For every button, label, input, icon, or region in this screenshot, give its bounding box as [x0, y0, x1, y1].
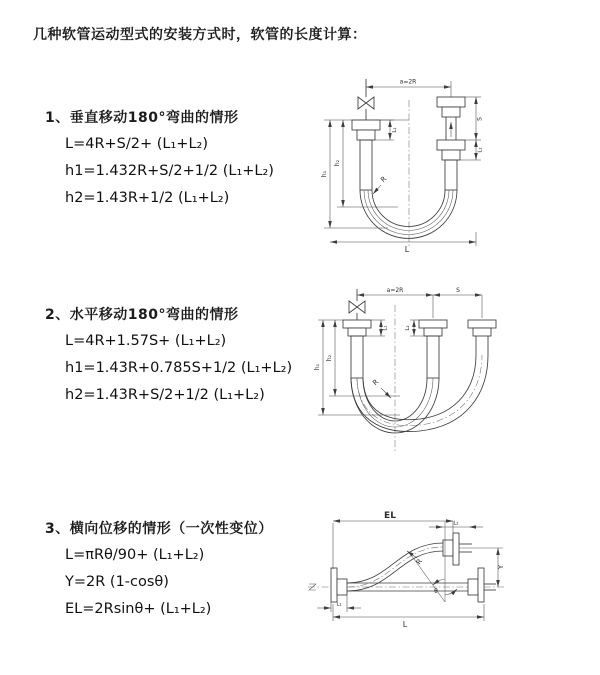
diagram-horizontal-180 [310, 283, 600, 458]
dim-span-label: a=2R [399, 78, 417, 86]
hose-loop [360, 190, 457, 238]
dim-y-label: Y [497, 564, 505, 570]
dim-h2-label: h₂ [326, 354, 333, 362]
flange [331, 568, 337, 602]
hose-braid [427, 336, 439, 378]
formula-line: h1=1.43R+0.785S+1/2 (L₁+L₂) [65, 360, 293, 376]
flange [443, 540, 453, 556]
angle-arc [433, 579, 445, 585]
dim-span-label: a=2R [386, 287, 404, 294]
flange [343, 320, 371, 328]
hose-braid [445, 160, 457, 190]
dim-l1-label: L₁ [382, 325, 389, 331]
flange [419, 320, 447, 328]
hose-braid [360, 140, 372, 190]
flange [437, 97, 465, 107]
formula-line: EL=2Rsinθ+ (L₁+L₂) [65, 601, 212, 617]
hose-braid [351, 336, 363, 378]
section-3-heading: 3、横向位移的情形（一次性变位） [45, 521, 273, 537]
section-2-heading: 2、水平移动180°弯曲的情形 [45, 307, 239, 323]
diagram-vertical-180 [310, 70, 600, 265]
dim-s-label: S [456, 287, 460, 294]
formula-line: L=4R+1.57S+ (L₁+L₂) [65, 333, 227, 349]
dim-length-label: L [404, 245, 410, 254]
dim-l1-label: L₁ [392, 127, 398, 133]
valve-icon [358, 97, 374, 109]
flange [468, 579, 478, 595]
dim-h1-label: h₁ [314, 363, 321, 371]
valve-icon [349, 301, 365, 313]
angle-arc [445, 589, 457, 595]
radius-label: R [414, 557, 425, 567]
diagram-lateral-offset [300, 505, 600, 650]
section-1-heading: 1、垂直移动180°弯曲的情形 [45, 110, 239, 126]
formula-line: h1=1.432R+S/2+1/2 (L₁+L₂) [65, 163, 274, 179]
dim-h2-label: h₂ [334, 159, 341, 167]
flange [352, 120, 380, 130]
hose-displaced [347, 543, 443, 583]
formula-line: L=4R+S/2+ (L₁+L₂) [65, 136, 208, 152]
dim-l2-label: L₂ [453, 520, 459, 527]
flange [468, 320, 496, 328]
hose-loop-moved [351, 355, 488, 432]
formula-line: Y=2R (1-cosθ) [65, 574, 169, 590]
dim-l1-label: L₁ [336, 601, 342, 608]
dim-l2-label: L₂ [477, 147, 484, 153]
flange [437, 140, 465, 150]
angle-label: θ [434, 588, 438, 595]
formula-line: h2=1.43R+S/2+1/2 (L₁+L₂) [65, 387, 265, 403]
dim-l2-label: L₂ [405, 325, 411, 331]
formula-line: h2=1.43R+1/2 (L₁+L₂) [65, 190, 230, 206]
dim-s-label: S [476, 117, 484, 121]
dim-length-label: L [402, 620, 408, 629]
formula-line: L=πRθ/90+ (L₁+L₂) [65, 547, 205, 563]
radius-label: R [379, 174, 389, 185]
radius-label: R [371, 377, 381, 388]
page-title: 几种软管运动型式的安装方式时，软管的长度计算： [33, 27, 367, 43]
dim-h1-label: h₁ [321, 170, 328, 178]
dim-el-label: EL [384, 511, 396, 521]
